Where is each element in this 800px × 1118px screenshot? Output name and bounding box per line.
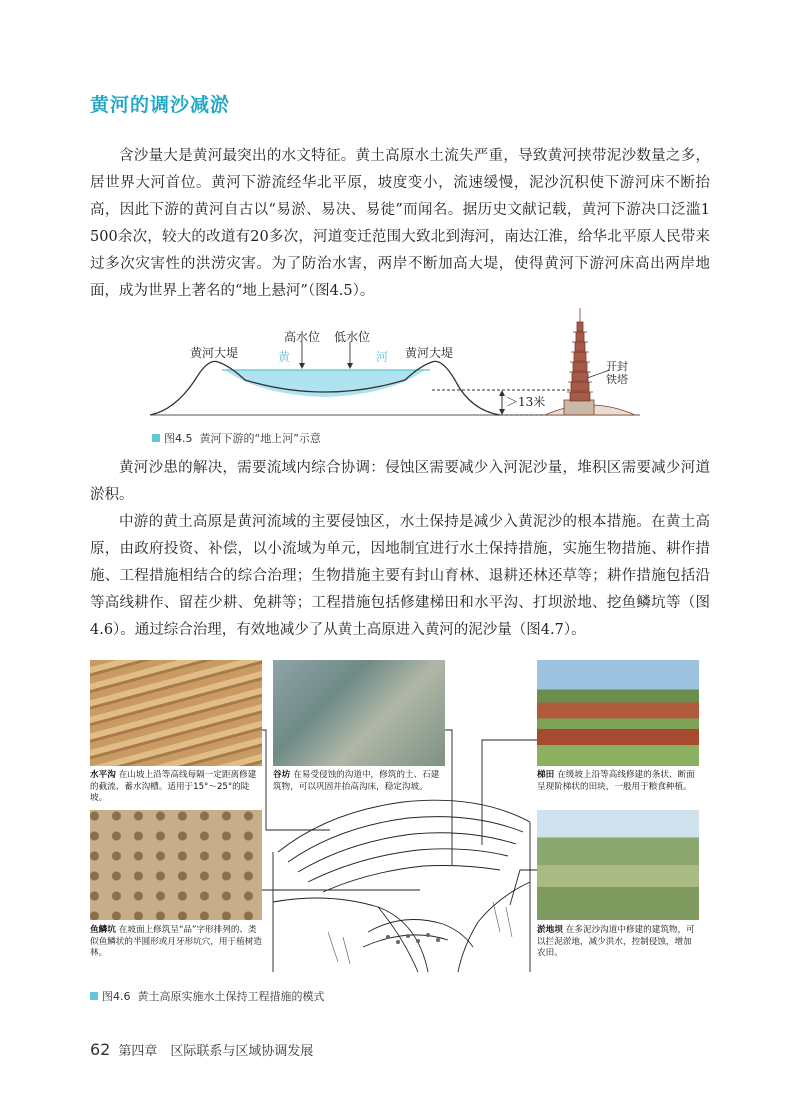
paragraph-3: 中游的黄土高原是黄河流域的主要侵蚀区，水土保持是减少入黄泥沙的根本措施。在黄土高原，由政府投资、补偿，以小流域为单元，因地制宜进行水土保持措施，实施生物措施、耕作措施、工程措施相结合的综合治理；生物措施主要有封山育林、退耕还林还草等；耕作措施包括沿等高线耕作、留茬少耕、免耕等；工程措施包括修建梯田和水平沟、打坝淤地、挖鱼鳞坑等（图4.6）。通过综合治理，有效地减少了从黄土高原进入黄河的泥沙量（图4.7）。 bbox=[90, 514, 710, 638]
paragraph-1: 含沙量大是黄河最突出的水文特征。黄土高原水土流失严重，导致黄河挟带泥沙数量之多，居世界大河首位。黄河下游流经华北平原，坡度变小，流速缓慢，泥沙沉积使下游河床不断抬高，因此下游的黄河自古以“易淤、易决、易徙”而闻名。据历史文献记载，黄河下游决口泛滥1 500余次，较大的改道有20多次，河道变迁范围大致北到海河，南达江淮，给华北平原人民带来过多次灾害性的洪涝灾害。为了防治水害，两岸不断加高大堤，使得黄河下游河床高出两岸地面，成为世界上著名的“地上悬河”（图4.5）。 bbox=[90, 148, 710, 299]
above-ground-river-diagram bbox=[150, 300, 640, 425]
height-label: ＞13米 bbox=[506, 395, 546, 409]
figure-4-6 bbox=[90, 660, 700, 980]
caption-square-icon bbox=[90, 992, 98, 1000]
section-title: 黄河的调沙减淤 bbox=[90, 94, 231, 116]
low-water-label: 低水位 bbox=[334, 330, 371, 344]
page-footer bbox=[90, 1040, 313, 1059]
page-number: 62 bbox=[90, 1040, 111, 1059]
caption-terraces: 梯田 在缓坡上沿等高线修建的条状、断面呈现阶梯状的田块，一般用于粮食种植。 bbox=[537, 770, 695, 792]
leader-lines bbox=[90, 660, 700, 980]
paragraph-1-block bbox=[90, 143, 710, 305]
caption-horizontal-ditch: 水平沟 在山坡上沿等高线每隔一定距离修建的截流、蓄水沟槽。适用于15°～25°的陡坡。 bbox=[90, 770, 257, 803]
caption-square-icon bbox=[152, 434, 160, 442]
chapter-title: 第四章 区际联系与区域协调发展 bbox=[118, 1044, 314, 1059]
paragraph-2: 黄河沙患的解决，需要流域内综合协调：侵蚀区需要减少入河泥沙量，堆积区需要减少河道淤积。 bbox=[90, 460, 710, 503]
figure-4-6-caption: 图4.6 黄土高原实施水土保持工程措施的模式 bbox=[90, 988, 325, 1004]
caption-check-dam: 谷坊 在易受侵蚀的沟道中，修筑的土、石建筑物，可以巩固并抬高沟床，稳定沟坡。 bbox=[273, 770, 440, 792]
tower-label: 开封铁塔 bbox=[606, 360, 628, 386]
levee-left-label: 黄河大堤 bbox=[190, 346, 239, 360]
river-water bbox=[225, 370, 425, 397]
figure-4-5 bbox=[150, 300, 640, 425]
figure-4-5-caption: 图4.5 黄河下游的“地上河”示意 bbox=[152, 430, 321, 446]
high-water-label: 高水位 bbox=[284, 330, 321, 344]
caption-fish-scale-pits: 鱼鳞坑 在坡面上修筑呈“品”字形排列的、类似鱼鳞状的半圆形或月牙形坑穴，用于植树造林。 bbox=[90, 925, 262, 958]
paragraph-2-3-block bbox=[90, 455, 710, 644]
river-char-1: 黄 bbox=[278, 350, 291, 364]
caption-silt-dam: 淤地坝 在多泥沙沟道中修建的建筑物，可以拦泥淤地，减少洪水，控制侵蚀，增加农田。 bbox=[537, 925, 695, 958]
river-char-2: 河 bbox=[376, 350, 389, 364]
levee-right-label: 黄河大堤 bbox=[405, 346, 454, 360]
